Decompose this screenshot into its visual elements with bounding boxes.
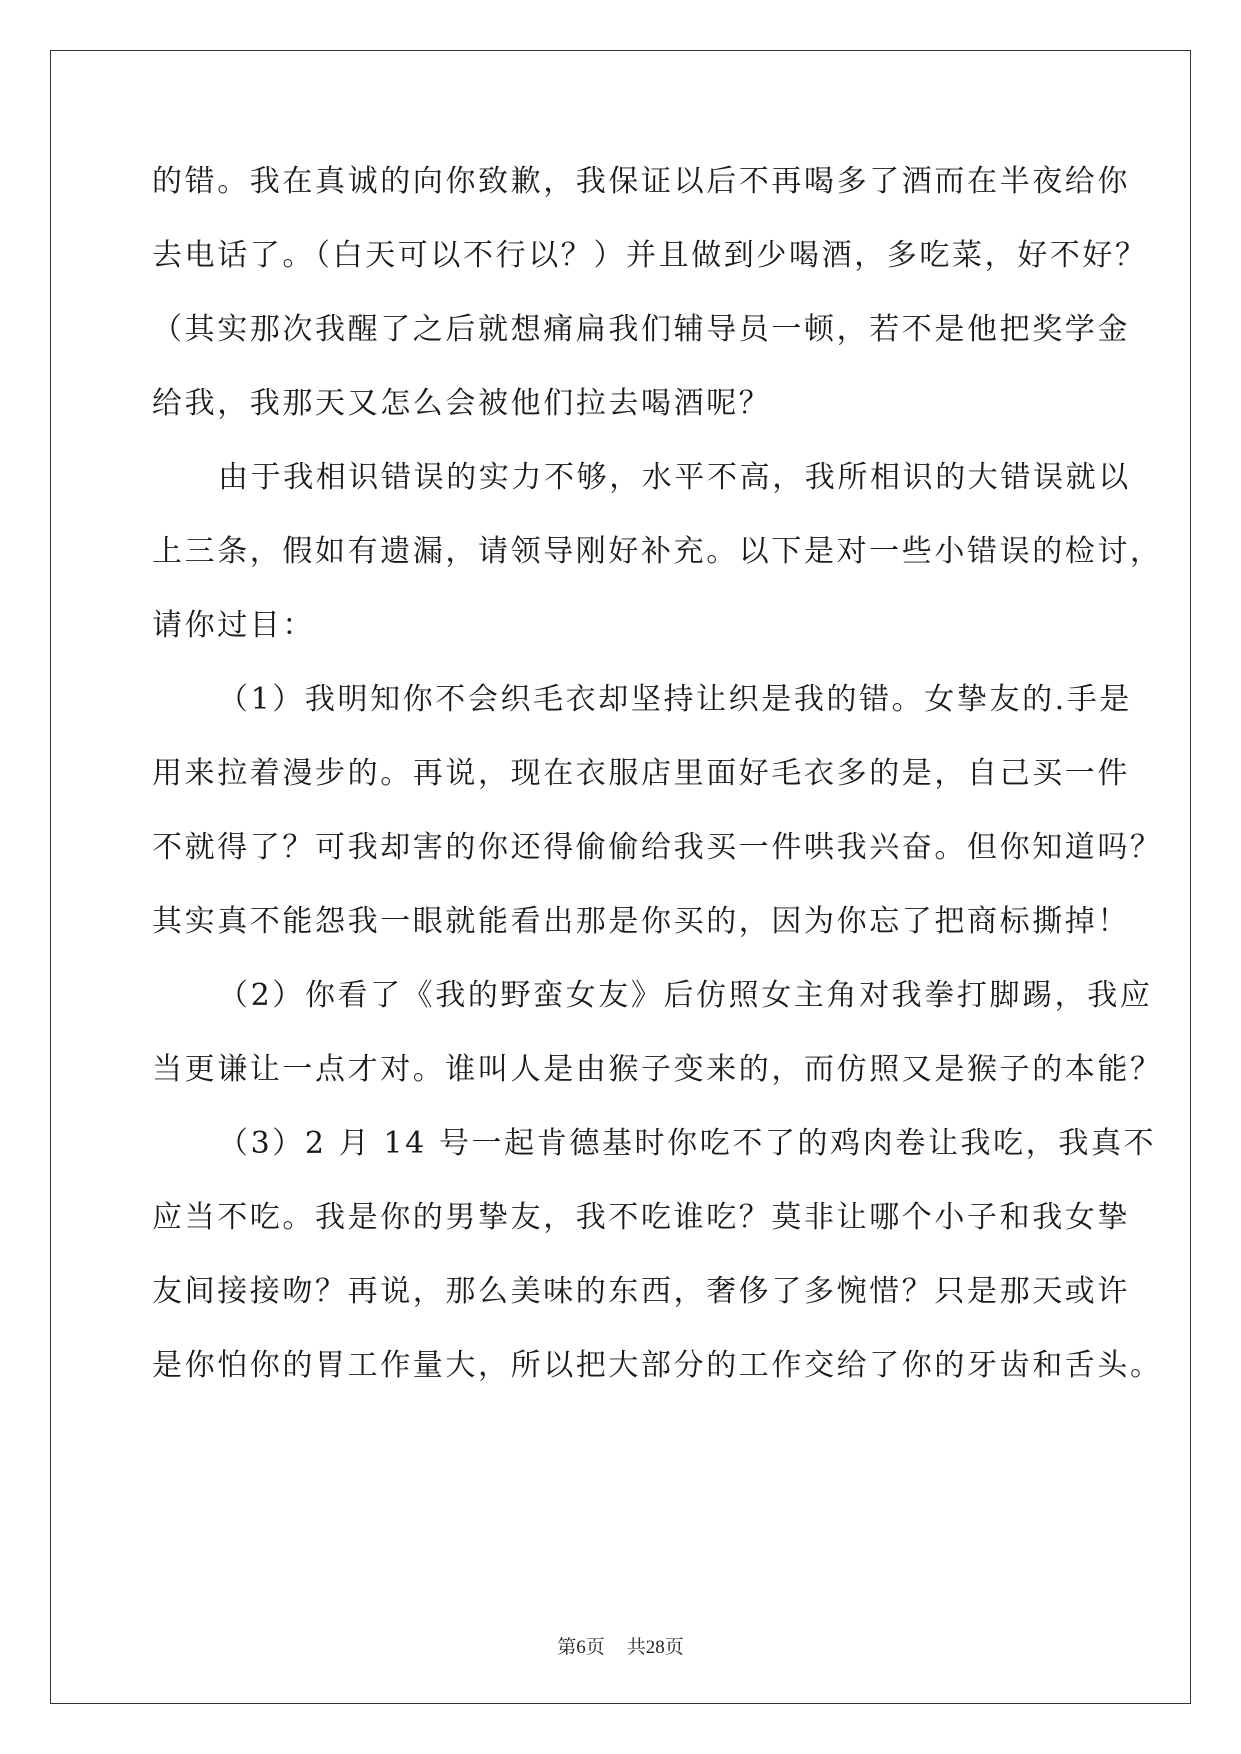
paragraph-first-line: 由于我相识错误的实力不够，水平不高，我所相识的大错误就以 [218,460,1131,495]
paragraph-first-line: （1）我明知你不会织毛衣却坚持让织是我的错。女挚友的.手是 [218,682,1133,717]
text-line: （其实那次我醒了之后就想痛扁我们辅导员一顿，若不是他把奖学金 [152,312,1130,347]
page-number: 6 [576,1637,586,1658]
page-prefix: 第 [557,1636,577,1658]
text-line: 友间接接吻？再说，那么美味的东西，奢侈了多惋惜？只是那天或许 [152,1274,1130,1309]
total-prefix: 共 [626,1636,646,1658]
text-line: 去电话了。（白天可以不行以？）并且做到少喝酒，多吃菜，好不好？ [152,238,1148,273]
paragraph-first-line: （2）你看了《我的野蛮女友》后仿照女主角对我拳打脚踢，我应 [218,978,1153,1013]
page-border [50,50,1191,1704]
text-line: 上三条，假如有遗漏，请领导刚好补充。以下是对一些小错误的检讨， [152,534,1163,569]
page-suffix: 页 [585,1636,605,1658]
text-line: 请你过目： [152,608,315,643]
text-line: 其实真不能怨我一眼就能看出那是你买的，因为你忘了把商标撕掉！ [152,904,1130,939]
text-line: 给我，我那天又怎么会被他们拉去喝酒呢？ [152,386,772,421]
paragraph-first-line: （3）2 月 14 号一起肯德基时你吃不了的鸡肉卷让我吃，我真不 [218,1126,1157,1161]
text-line: 用来拉着漫步的。再说，现在衣服店里面好毛衣多的是，自己买一件 [152,756,1130,791]
text-line: 是你怕你的胃工作量大，所以把大部分的工作交给了你的牙齿和舌头。 [152,1348,1163,1383]
text-line: 的错。我在真诚的向你致歉，我保证以后不再喝多了酒而在半夜给你 [152,164,1130,199]
text-line: 当更谦让一点才对。谁叫人是由猴子变来的，而仿照又是猴子的本能？ [152,1052,1163,1087]
total-pages: 28 [645,1637,665,1658]
text-line: 不就得了？可我却害的你还得偷偷给我买一件哄我兴奋。但你知道吗？ [152,830,1163,865]
total-suffix: 页 [664,1636,684,1658]
page-footer [0,1634,1241,1661]
text-line: 应当不吃。我是你的男挚友，我不吃谁吃？莫非让哪个小子和我女挚 [152,1200,1130,1235]
